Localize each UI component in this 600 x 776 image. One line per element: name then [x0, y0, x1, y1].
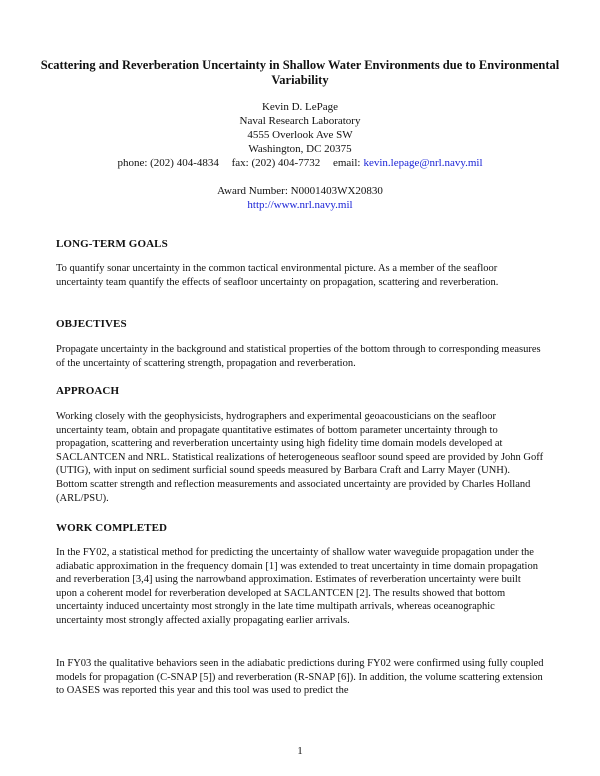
- fax-text: fax: (202) 404-7732: [231, 157, 321, 169]
- heading-objectives: OBJECTIVES: [56, 318, 127, 330]
- goals-paragraph: To quantify sonar uncertainty in the common tactical environmental picture. As a member of the seafloor uncertainty team quantify the effects of seafloor uncertainty on propagation, scattering and reverberation.: [56, 263, 499, 288]
- author-city: Washington, DC 20375: [248, 143, 352, 155]
- author-name: Kevin D. LePage: [261, 101, 339, 113]
- email-link[interactable]: kevin.lepage@nrl.navy.mil: [363, 157, 483, 169]
- work-paragraph-1: In the FY02, a statistical method for predicting the uncertainty of shallow water waveguide propagation under the adiabatic approximation in the frequency domain [1] was extended to treat uncertainty in time domain propagation and reverberation [3,4] using the narrowband approximation. Estimates of reverberation uncertainty were built upon a coherent model for reverberation developed at SACLANTCEN [2]. The results showed that bottom uncertainty induced uncertainty most strongly in the late time multipath arrivals, whereas oceanographic uncertainty most strongly affected axially propagating earlier arrivals.: [56, 547, 538, 626]
- heading-long-term-goals: LONG-TERM GOALS: [56, 238, 168, 250]
- phone-text: phone: (202) 404-4834: [117, 157, 219, 169]
- heading-approach: APPROACH: [56, 385, 120, 397]
- email-block: [333, 157, 483, 169]
- approach-paragraph: Working closely with the geophysicists, hydrographers and experimental geoacousticians on the seafloor uncertainty team, obtain and propagate quantitative estimates of bottom parameter uncertainty through to propagation, scattering and reverberation uncertainty using high fidelity time domain models developed at SACLANTCEN and NRL. Statistical realizations of heterogeneous seafloor sound speed are provided by John Goff (UTIG), with input on sediment surficial sound speeds measured by Barbara Craft and Larry Mayer (UNH). Bottom scatter strength and reflection measurements and associated uncertainty are provided by Charles Holland (ARL/PSU).: [56, 411, 544, 504]
- author-street: 4555 Overlook Ave SW: [247, 129, 353, 141]
- author-organization: Naval Research Laboratory: [239, 115, 361, 127]
- page-number: 1: [297, 745, 303, 757]
- heading-work-completed: WORK COMPLETED: [56, 522, 168, 534]
- contact-line: [0, 156, 600, 170]
- author-block: [0, 100, 600, 156]
- paper-title: Scattering and Reverberation Uncertainty in Shallow Water Environments due to Environmental Variability: [40, 58, 560, 87]
- work-paragraph-2: In FY03 the qualitative behaviors seen in the adiabatic predictions during FY02 were confirmed using fully coupled models for propagation (C-SNAP [5]) and reverberation (R-SNAP [6]). In addition, the volume scattering extension to OASES was reported this year and this tool was used to predict the: [56, 658, 544, 697]
- email-label: email:: [332, 157, 361, 169]
- award-block: [0, 184, 600, 212]
- objectives-paragraph: Propagate uncertainty in the background and statistical properties of the bottom through to corresponding measures of the uncertainty of scattering strength, propagation and reverberation.: [56, 344, 541, 369]
- award-number: Award Number: N0001403WX20830: [217, 185, 383, 197]
- website-link[interactable]: http://www.nrl.navy.mil: [247, 199, 353, 211]
